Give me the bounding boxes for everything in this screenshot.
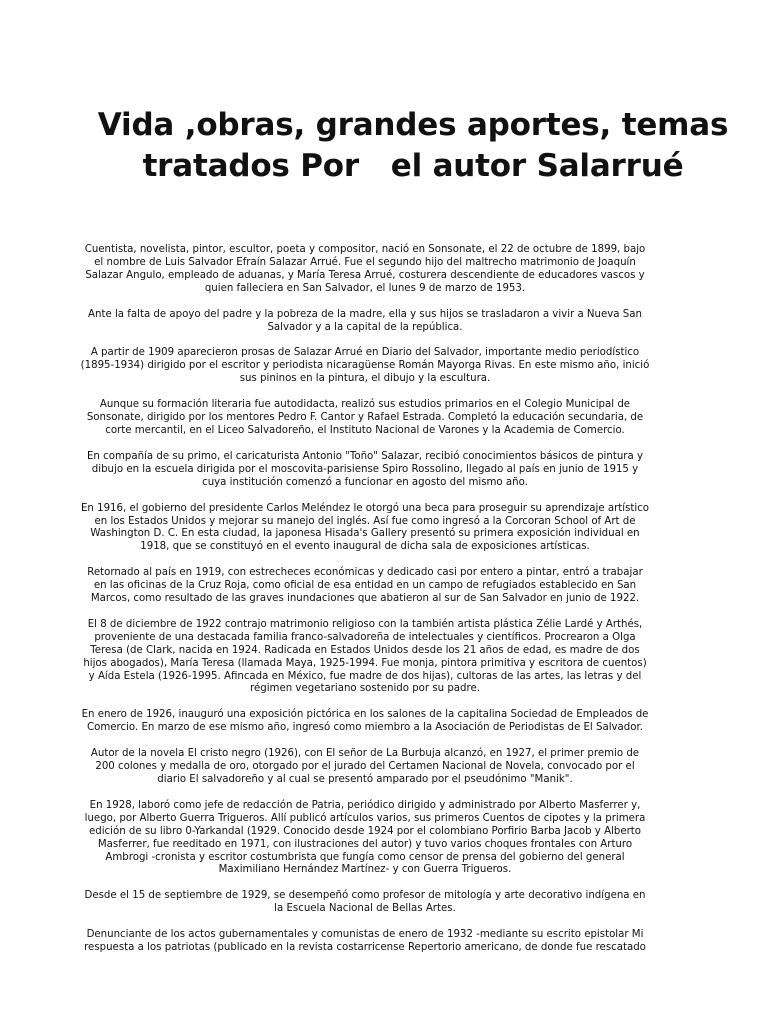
paragraph: Desde el 15 de septiembre de 1929, se desempeñó como profesor de mitología y arte decorativo indígena en la Escuela Nacional de Bellas Artes. [84,890,646,915]
title-line: Vida ,obras, grandes aportes, temas [97,107,729,143]
document-title [90,105,736,187]
paragraph: Retornado al país en 1919, con estrecheces económicas y dedicado casi por entero a pintar, entró a trabajar en las oficinas de la Cruz Roja, como oficial de esa entidad en un campo de refugiados establecido en San Marcos, como resultado de las graves inundaciones que abatieron al sur de San Salvador en junio de 1922. [87,567,643,605]
paragraph: Cuentista, novelista, pintor, escultor, poeta y compositor, nació en Sonsonate, el 22 de octubre de 1899, bajo el nombre de Luis Salvador Efraín Salazar Arrué. Fue el segundo hijo del maltrecho matrimonio de Joaquín Salazar Angulo, empleado de aduanas, y María Teresa Arrué, costurera descendiente de educadores vascos y quien falleciera en San Salvador, el lunes 9 de marzo de 1953. [84,244,646,294]
document-body [80,244,650,968]
paragraph: Autor de la novela El cristo negro (1926), con El señor de La Burbuja alcanzó, en 1927, el primer premio de 200 colones y medalla de oro, otorgado por el jurado del Certamen Nacional de Novela, convocado por el diario El salvadoreño y al cual se presentó amparado por el pseudónimo "Manik". [90,748,640,785]
paragraph: El 8 de diciembre de 1922 contrajo matrimonio religioso con la también artista plástica Zélie Lardé y Arthés, proveniente de una destacada familia franco-salvadoreña de intelectuales y científicos. Procrearon a Olga Teresa (de Clark, nacida en 1924. Radicada en Estados Unidos desde los 21 años de edad, es madre de dos hijos abogados), María Teresa (llamada Maya, 1925-1994. Fue monja, pintora primitiva y escritora de cuentos) y Aída Estela (1926-1995. Afincada en México, fue madre de dos hijas), cultoras de las artes, las letras y del régimen vegetariano sostenido por su padre. [83,618,647,695]
paragraph: Denunciante de los actos gubernamentales y comunistas de enero de 1932 -mediante su escrito epistolar Mi respuesta a los patriotas (publicado en la revista costarricense Repertorio americano, de donde fue rescatado [84,929,646,954]
paragraph: En 1916, el gobierno del presidente Carlos Meléndez le otorgó una beca para proseguir su aprendizaje artístico en los Estados Unidos y mejorar su manejo del inglés. Así fue como ingresó a la Corcoran School of Art de Washington D. C. En esta ciudad, la japonesa Hisada's Gallery presentó su primera exposición individual en 1918, que se constituyó en el evento inaugural de dicha sala de exposiciones artísticas. [80,502,650,553]
paragraph: En enero de 1926, inauguró una exposición pictórica en los salones de la capitalina Sociedad de Empleados de Comercio. En marzo de ese mismo año, ingresó como miembro a la Asociación de Periodistas de El Salvador. [81,709,649,734]
paragraph: Aunque su formación literaria fue autodidacta, realizó sus estudios primarios en el Colegio Municipal de Sonsonate, dirigido por los mentores Pedro F. Cantor y Rafael Estrada. Completó la educación secundaria, de corte mercantil, en el Liceo Salvadoreño, el Instituto Nacional de Varones y la Academia de Comercio. [86,399,644,436]
paragraph: Ante la falta de apoyo del padre y la pobreza de la madre, ella y sus hijos se trasladaron a vivir a Nueva San Salvador y a la capital de la república. [88,308,642,333]
paragraph: En compañía de su primo, el caricaturista Antonio "Toño" Salazar, recibió conocimientos básicos de pintura y dibujo en la escuela dirigida por el moscovita-parisiense Spiro Rossolino, llegado al país en junio de 1915 y cuya institución comenzó a funcionar en agosto del mismo año. [87,450,643,488]
title-line: tratados Por el autor Salarrué [142,148,684,184]
paragraph: A partir de 1909 aparecieron prosas de Salazar Arrué en Diario del Salvador, importante medio periodístico (1895-1934) dirigido por el escritor y periodista nicaragüense Román Mayorga Rivas. En este mismo año, inició sus pininos en la pintura, el dibujo y la escultura. [80,347,650,385]
paragraph: En 1928, laboró como jefe de redacción de Patria, periódico dirigido y administrado por Alberto Masferrer y, luego, por Alberto Guerra Trigueros. Allí publicó artículos varios, sus primeros Cuentos de cipotes y la primera edición de su libro 0-Yarkandal (1929. Conocido desde 1924 por el colombiano Porfirio Barba Jacob y Alberto Masferrer, fue reeditado en 1971, con ilustraciones del autor) y tuvo varios choques frontales con Arturo Ambrogi -cronista y escritor costumbrista que fungía como censor de prensa del gobierno del general Maximiliano Hernández Martínez- y con Guerra Trigueros. [84,799,646,876]
